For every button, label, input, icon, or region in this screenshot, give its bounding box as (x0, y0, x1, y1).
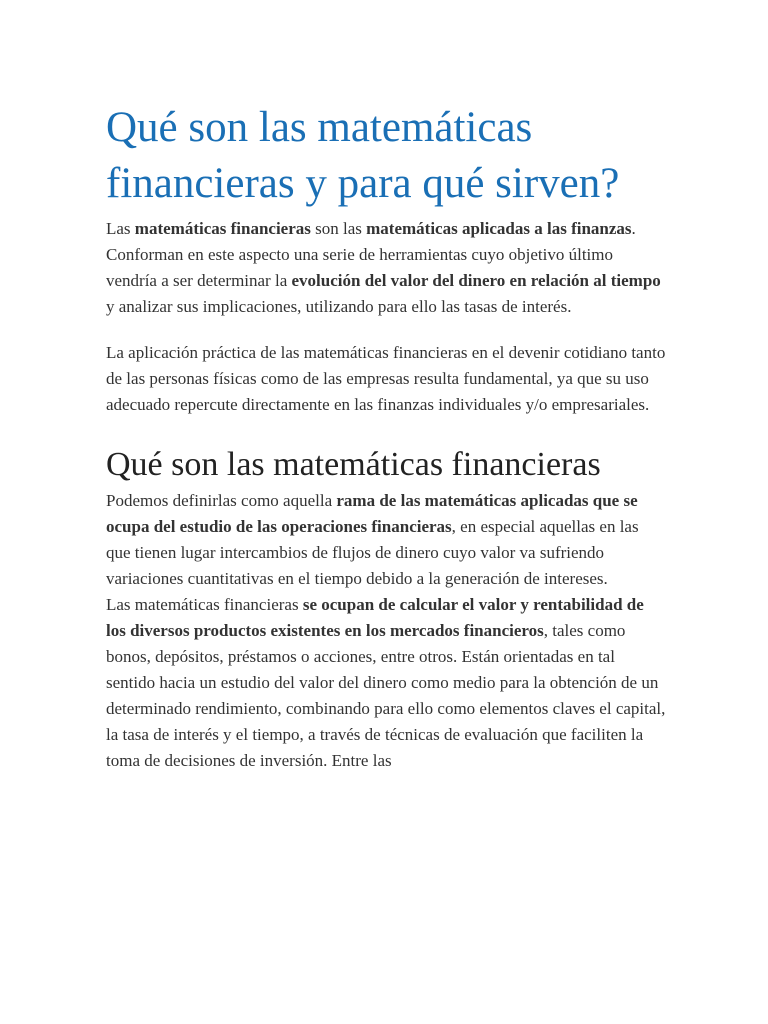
body-text: . Conforman en este aspecto una serie de herramientas cuyo objetivo último vendría a ser determinar la (106, 219, 636, 290)
body-text: Las (106, 219, 135, 238)
paragraph-purpose (106, 592, 666, 774)
bold-text: se ocupan de calcular el valor y rentabilidad de los diversos productos existentes en los mercados financieros (106, 595, 644, 640)
document-page (106, 100, 666, 774)
body-text: y analizar sus implicaciones, utilizando para ello las tasas de interés. (106, 297, 572, 316)
paragraph-application (106, 340, 666, 418)
body-text: La aplicación práctica de las matemáticas financieras en el devenir cotidiano tanto de las personas físicas como de las empresas resulta fundamental, ya que su uso adecuado repercute directamente en las finanzas individuales y/o empresariales. (106, 343, 666, 414)
bold-text: rama de las matemáticas aplicadas que se ocupa del estudio de las operaciones financieras (106, 491, 638, 536)
body-text: Podemos definirlas como aquella (106, 491, 337, 510)
paragraph-definition (106, 488, 666, 592)
section-heading: Qué son las matemáticas financieras (106, 446, 601, 483)
paragraph-intro (106, 216, 666, 320)
body-text: , en especial aquellas en las que tienen lugar intercambios de flujos de dinero cuyo valor va sufriendo variaciones cuantitativas en el tiempo debido a la generación de intereses. (106, 517, 639, 588)
body-text: son las (310, 219, 367, 238)
bold-text: evolución del valor del dinero en relación al tiempo (291, 271, 661, 290)
body-text: , tales como bonos, depósitos, préstamos o acciones, entre otros. Están orientadas en tal sentido hacia un estudio del valor del dinero como medio para la obtención de un determinado rendimiento, combinando para ello como elementos claves el capital, la tasa de interés y el tiempo, a través de técnicas de evaluación que faciliten la toma de decisiones de inversión. Entre las (106, 621, 666, 770)
body-text: Las matemáticas financieras (106, 595, 303, 614)
bold-text: matemáticas aplicadas a las finanzas (366, 219, 632, 238)
page-title: Qué son las matemáticas financieras y para qué sirven? (106, 104, 620, 207)
bold-text: matemáticas financieras (134, 219, 311, 238)
